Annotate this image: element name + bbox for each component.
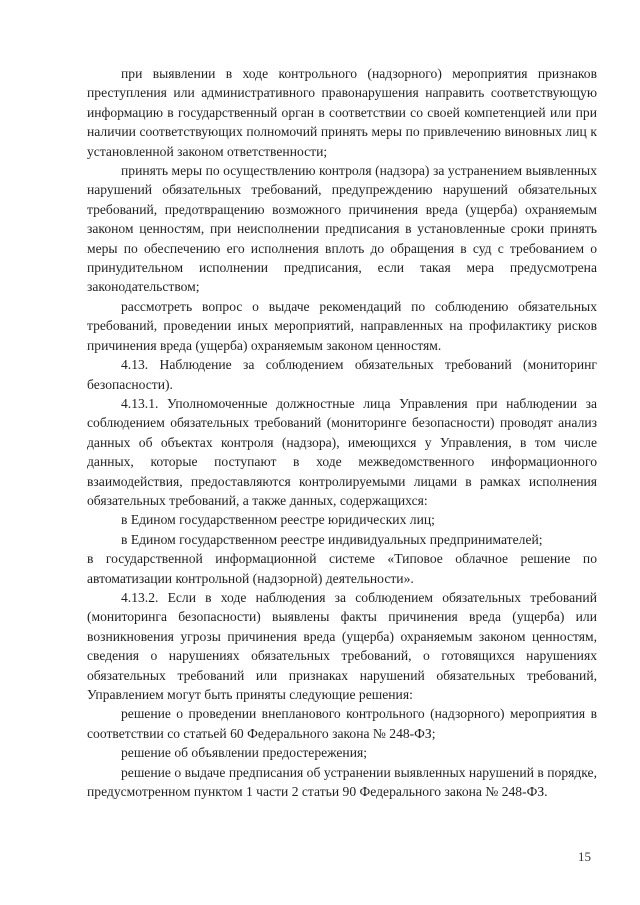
list-item-information-system: в государственной информационной системе «Типовое облачное решение по автоматизации контрольной (надзорной) деятельности». bbox=[87, 551, 597, 586]
document-body bbox=[87, 64, 597, 801]
page-number: 15 bbox=[578, 849, 591, 864]
paragraph-recommendations: рассмотреть вопрос о выдаче рекомендаций по соблюдению обязательных требований, проведении иных мероприятий, направленных на профилактику рисков причинения вреда (ущерба) охраняемым законом ценностям. bbox=[87, 298, 597, 353]
decision-warning: решение об объявлении предостережения; bbox=[121, 745, 368, 761]
list-item-entrepreneurs-registry: в Едином государственном реестре индивидуальных предпринимателей; bbox=[121, 531, 543, 547]
decision-order: решение о выдаче предписания об устранении выявленных нарушений в порядке, предусмотренном пунктом 1 части 2 статьи 90 Федерального закона № 248-ФЗ. bbox=[87, 764, 597, 800]
decision-unscheduled-inspection: решение о проведении внепланового контрольного (надзорного) мероприятия в соответствии со статьей 60 Федерального закона № 248-ФЗ; bbox=[87, 706, 597, 741]
paragraph-4-13-1: 4.13.1. Уполномоченные должностные лица Управления при наблюдении за соблюдением обязательных требований (мониторинге безопасности) проводят анализ данных об объектах контроля (надзора), имеющихся у Управления, в том числе данных, которые поступают в ходе межведомственного информационного взаимодействия, предоставляются контролируемыми лицами в рамках исполнения обязательных требований, а также данных, содержащихся: bbox=[87, 395, 597, 508]
list-item-legal-entities-registry: в Едином государственном реестре юридических лиц; bbox=[121, 512, 435, 528]
paragraph-report-violations: при выявлении в ходе контрольного (надзорного) мероприятия признаков преступления или административного правонарушения направить соответствующую информацию в государственный орган в соответствии со своей компетенцией или при наличии соответствующих полномочий принять меры по привлечению виновных лиц к установленной законом ответственности; bbox=[87, 66, 597, 159]
paragraph-control-measures: принять меры по осуществлению контроля (надзора) за устранением выявленных нарушений обязательных требований, предупреждению нарушений обязательных требований, предотвращению возможного причинения вреда (ущерба) охраняемым законом ценностям, при неисполнении предписания в установленные сроки принять меры по обеспечению его исполнения вплоть до обращения в суд с требованием о принудительном исполнении предписания, если такая мера предусмотрена законодательством; bbox=[87, 163, 597, 295]
paragraph-4-13-2: 4.13.2. Если в ходе наблюдения за соблюдением обязательных требований (мониторинга безопасности) выявлены факты причинения вреда (ущерба) или возникновения угрозы причинения вреда (ущерба) охраняемым законом ценностям, сведения о нарушениях обязательных требований, о готовящихся нарушениях обязательных требований или признаках нарушений обязательных требований, Управлением могут быть приняты следующие решения: bbox=[87, 589, 597, 702]
section-heading-4-13: 4.13. Наблюдение за соблюдением обязательных требований (мониторинг безопасности). bbox=[87, 357, 597, 392]
